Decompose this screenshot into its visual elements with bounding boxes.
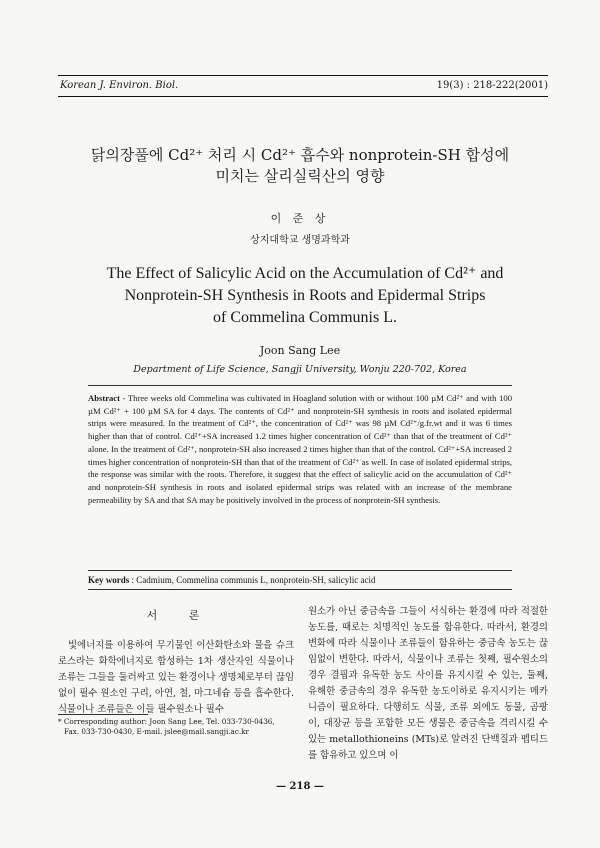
body-right-paragraph: 원소가 아닌 중금속을 그들이 서식하는 환경에 따라 적절한 농도를, 때로는 치명적인 농도를 함유한다. 따라서, 환경의 변화에 따라 식물이나 조류들이 함유하는 중금속 농도는 끊임없이 변한다. 따라서, 식물이나 조류는 첫째, 필수원소의 경우 결핍과 유독한 농도 사이를 유지시킬 수 있는, 둘째, 유해한 중금속의 경우 유독한 농도이하로 유지시키는 메카니즘이 필요하다. 다행히도 식물, 조류 외에도 동물, 곰팡이, 대장균 등을 포함한 모든 생물은 중금속을 격리시킬 수 있는 metallothioneins (MTs)로 알려진 단백질과 펩티드를 함유하고 있으며 이 [308, 606, 548, 761]
abstract-label: Abstract [88, 393, 120, 403]
abstract-rule-top [88, 385, 512, 386]
keywords [88, 575, 512, 585]
keywords-text: : Cadmium, Commelina communis L, nonprotein-SH, salicylic acid [129, 575, 376, 585]
english-author: Joon Sang Lee [259, 344, 341, 357]
journal-name: Korean J. Environ. Biol. [60, 80, 179, 91]
footnote-line1: * Corresponding author: Joon Sang Lee, Tel. 033-730-0436, [58, 717, 275, 726]
volume-info: 19(3) : 218-222(2001) [436, 80, 548, 91]
english-title-line3: of Commelina Communis L. [213, 309, 397, 326]
english-title-line2: Nonprotein-SH Synthesis in Roots and Epidermal Strips [124, 287, 486, 304]
english-title [70, 263, 540, 329]
header-rule-top [58, 75, 548, 76]
korean-title-line2: 미치는 살리실릭산의 영향 [215, 167, 385, 185]
abstract [88, 392, 512, 506]
footnote-line2: Fax. 033-730-0430, E-mail. jslee@mail.sangji.ac.kr [64, 727, 249, 736]
section-heading: 서 론 [146, 609, 214, 622]
body-left-column [58, 638, 294, 718]
footnote-rule [58, 714, 148, 715]
keywords-rule [88, 589, 512, 590]
keywords-label: Key words [88, 575, 130, 585]
korean-title [0, 145, 600, 187]
body-right-column [308, 604, 548, 764]
page-number: — 218 — [276, 781, 324, 792]
header-rule-bottom [58, 96, 548, 97]
english-affiliation: Department of Life Science, Sangji University, Wonju 220-702, Korea [133, 364, 467, 375]
korean-title-line1: 닭의장풀에 Cd²⁺ 처리 시 Cd²⁺ 흡수와 nonprotein-SH 합성에 [90, 146, 510, 164]
korean-affiliation: 상지대학교 생명과학과 [250, 235, 350, 246]
korean-author: 이 준 상 [270, 212, 330, 225]
english-title-line1: The Effect of Salicylic Acid on the Accumulation of Cd²⁺ and [106, 265, 504, 282]
abstract-text: - Three weeks old Commelina was cultivated in Hoagland solution with or without 100 µM Cd²⁺ and with 100 µM Cd²⁺ + 100 µM SA for 4 days. The contents of Cd²⁺ and nonprotein-SH synthesis in roots and isolated epidermal strips were measured. In the treatment of Cd²⁺, the concentration of Cd²⁺ was 98 µM Cd²⁺/g.fr.wt and it was 6 times higher than that of control. Cd²⁺+SA increased 1.2 times higher concentration of Cd²⁺ than that of the treatment of Cd²⁺ alone. In the treatment of Cd²⁺, nonprotein-SH also increased 2 times higher than that of the control. Cd²⁺+SA increased 2 times higher concentration of nonprotein-SH than that of the treatment of Cd²⁺ as well. In case of isolated epidermal strips, the response was similar with the roots. Therefore, it suggest that the effect of salicylic acid on the accumulation of Cd²⁺ and nonprotein-SH synthesis in roots and isolated epidermal strips was related with an increase of the membrane permeability by SA and that SA may be positively involved in the process of nonprotein-SH synthesis. [88, 393, 512, 505]
abstract-rule-bottom [88, 570, 512, 571]
footnote [58, 717, 298, 737]
body-left-paragraph: 빛에너지를 이용하여 무기물인 이산화탄소와 물을 슈크로스라는 화학에너지로 합성하는 1차 생산자인 식물이나 조류는 그들을 둘러싸고 있는 환경이나 생명체로부터 끊임없이 필수 원소인 구리, 아연, 철, 마그네슘 등을 흡수한다. 식물이나 조류들은 이들 필수원소나 필수 [58, 640, 294, 715]
